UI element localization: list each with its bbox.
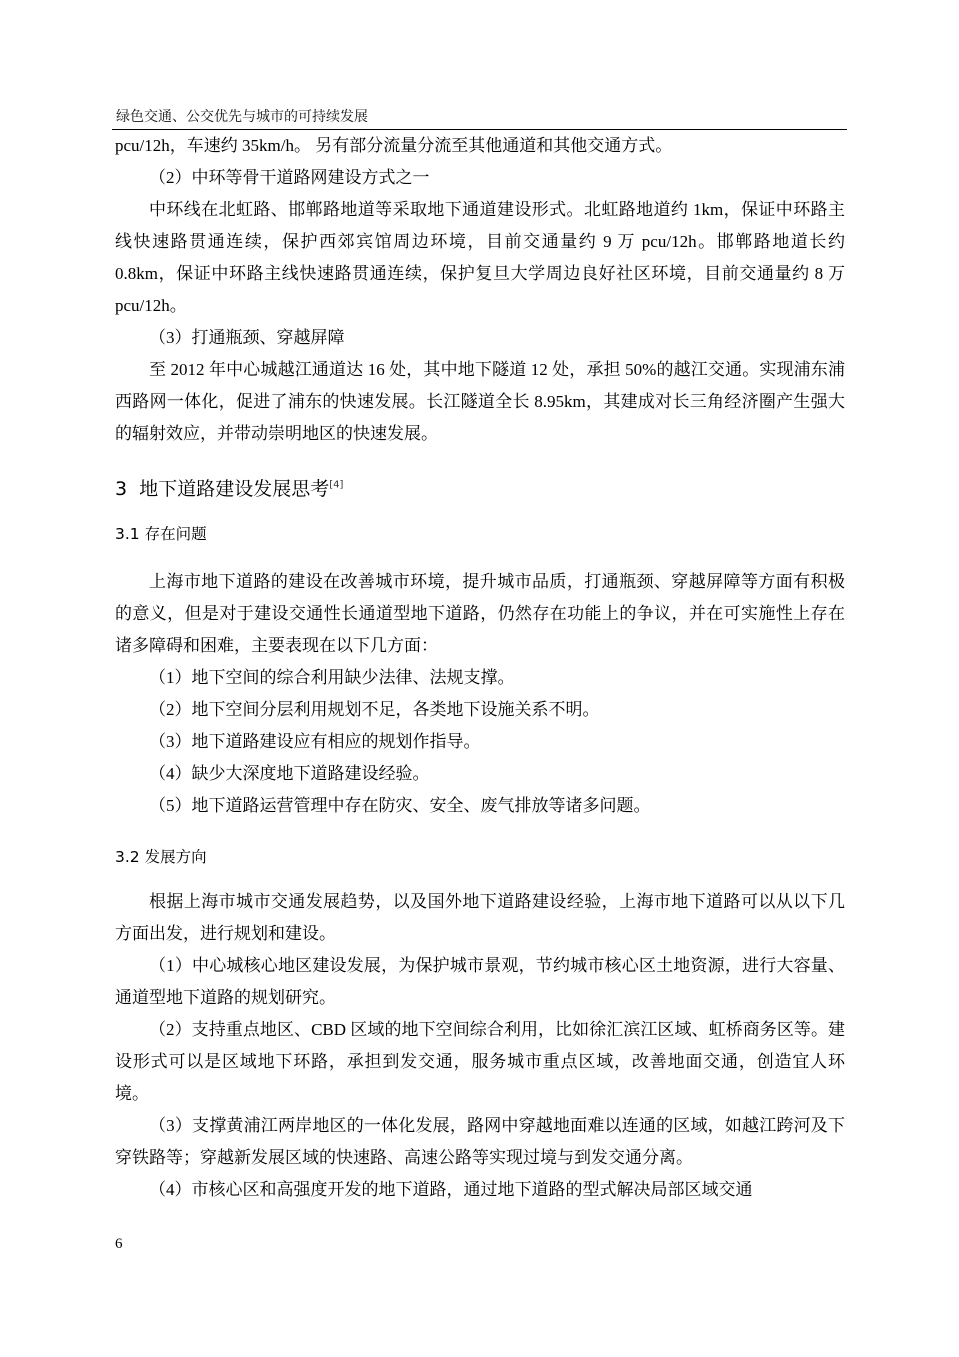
- direction-item-2: （2）支持重点地区、CBD 区域的地下空间综合利用，比如徐汇滨江区域、虹桥商务区等。建设形式可以是区域地下环路，承担到发交通，服务城市重点区域，改善地面交通，创造宜人环境。: [115, 1020, 845, 1103]
- problem-item-4: （4）缺少大深度地下道路建设经验。: [149, 764, 430, 783]
- direction-item-3: （3）支撑黄浦江两岸地区的一体化发展，路网中穿越地面难以连通的区域，如越江跨河及下穿铁路等；穿越新发展区域的快速路、高速公路等实现过境与到发交通分离。: [115, 1116, 845, 1167]
- list-item-3-heading: （3）打通瓶颈、穿越屏障: [149, 328, 345, 347]
- section-3-number: 3: [115, 478, 128, 500]
- text-block-2: [115, 566, 845, 822]
- direction-item-1: （1）中心城核心地区建设发展，为保护城市景观，节约城市核心区土地资源，进行大容量、通道型地下道路的规划研究。: [115, 956, 845, 1007]
- text-block-3: [115, 886, 845, 1206]
- paragraph-middle-ring: 中环线在北虹路、邯郸路地道等采取地下通道建设形式。北虹路地道约 1km，保证中环路主线快速路贯通连续，保护西郊宾馆周边环境，目前交通量约 9 万 pcu/12h。邯郸路地道长约 0.8km，保证中环路主线快速路贯通连续，保护复旦大学周边良好社区环境，目前交通量约 8 万 pcu/12h。: [115, 200, 845, 315]
- problem-item-1: （1）地下空间的综合利用缺少法律、法规支撑。: [149, 668, 515, 687]
- paragraph-continuation: pcu/12h，车速约 35km/h。 另有部分流量分流至其他通道和其他交通方式。: [115, 136, 673, 155]
- problem-item-5: （5）地下道路运营管理中存在防灾、安全、废气排放等诸多问题。: [149, 796, 651, 815]
- section-3-title: 地下道路建设发展思考: [139, 478, 330, 500]
- direction-item-4: （4）市核心区和高强度开发的地下道路，通过地下道路的型式解决局部区域交通: [149, 1180, 753, 1199]
- text-block-1: [115, 130, 845, 450]
- paragraph-directions-intro: 根据上海市城市交通发展趋势，以及国外地下道路建设经验，上海市地下道路可以从以下几方面出发，进行规划和建设。: [115, 892, 845, 943]
- section-3-2-heading: 3.2 发展方向: [115, 848, 207, 866]
- problem-item-3: （3）地下道路建设应有相应的规划作指导。: [149, 732, 481, 751]
- paragraph-river-crossing: 至 2012 年中心城越江通道达 16 处，其中地下隧道 12 处，承担 50%的越江交通。实现浦东浦西路网一体化，促进了浦东的快速发展。长江隧道全长 8.95km，其建成对长三角经济圈产生强大的辐射效应，并带动崇明地区的快速发展。: [115, 360, 845, 443]
- running-header: 绿色交通、公交优先与城市的可持续发展: [116, 109, 368, 125]
- problem-item-2: （2）地下空间分层利用规划不足，各类地下设施关系不明。: [149, 700, 600, 719]
- page-number: 6: [115, 1236, 123, 1252]
- list-item-2-heading: （2）中环等骨干道路网建设方式之一: [149, 168, 430, 187]
- section-3-1-heading: 3.1 存在问题: [115, 525, 207, 543]
- paragraph-problems-intro: 上海市地下道路的建设在改善城市环境，提升城市品质，打通瓶颈、穿越屏障等方面有积极的意义，但是对于建设交通性长通道型地下道路，仍然存在功能上的争议，并在可实施性上存在诸多障碍和困难，主要表现在以下几方面：: [115, 572, 845, 655]
- citation-mark: [4]: [329, 479, 344, 491]
- section-3-heading: [115, 474, 343, 501]
